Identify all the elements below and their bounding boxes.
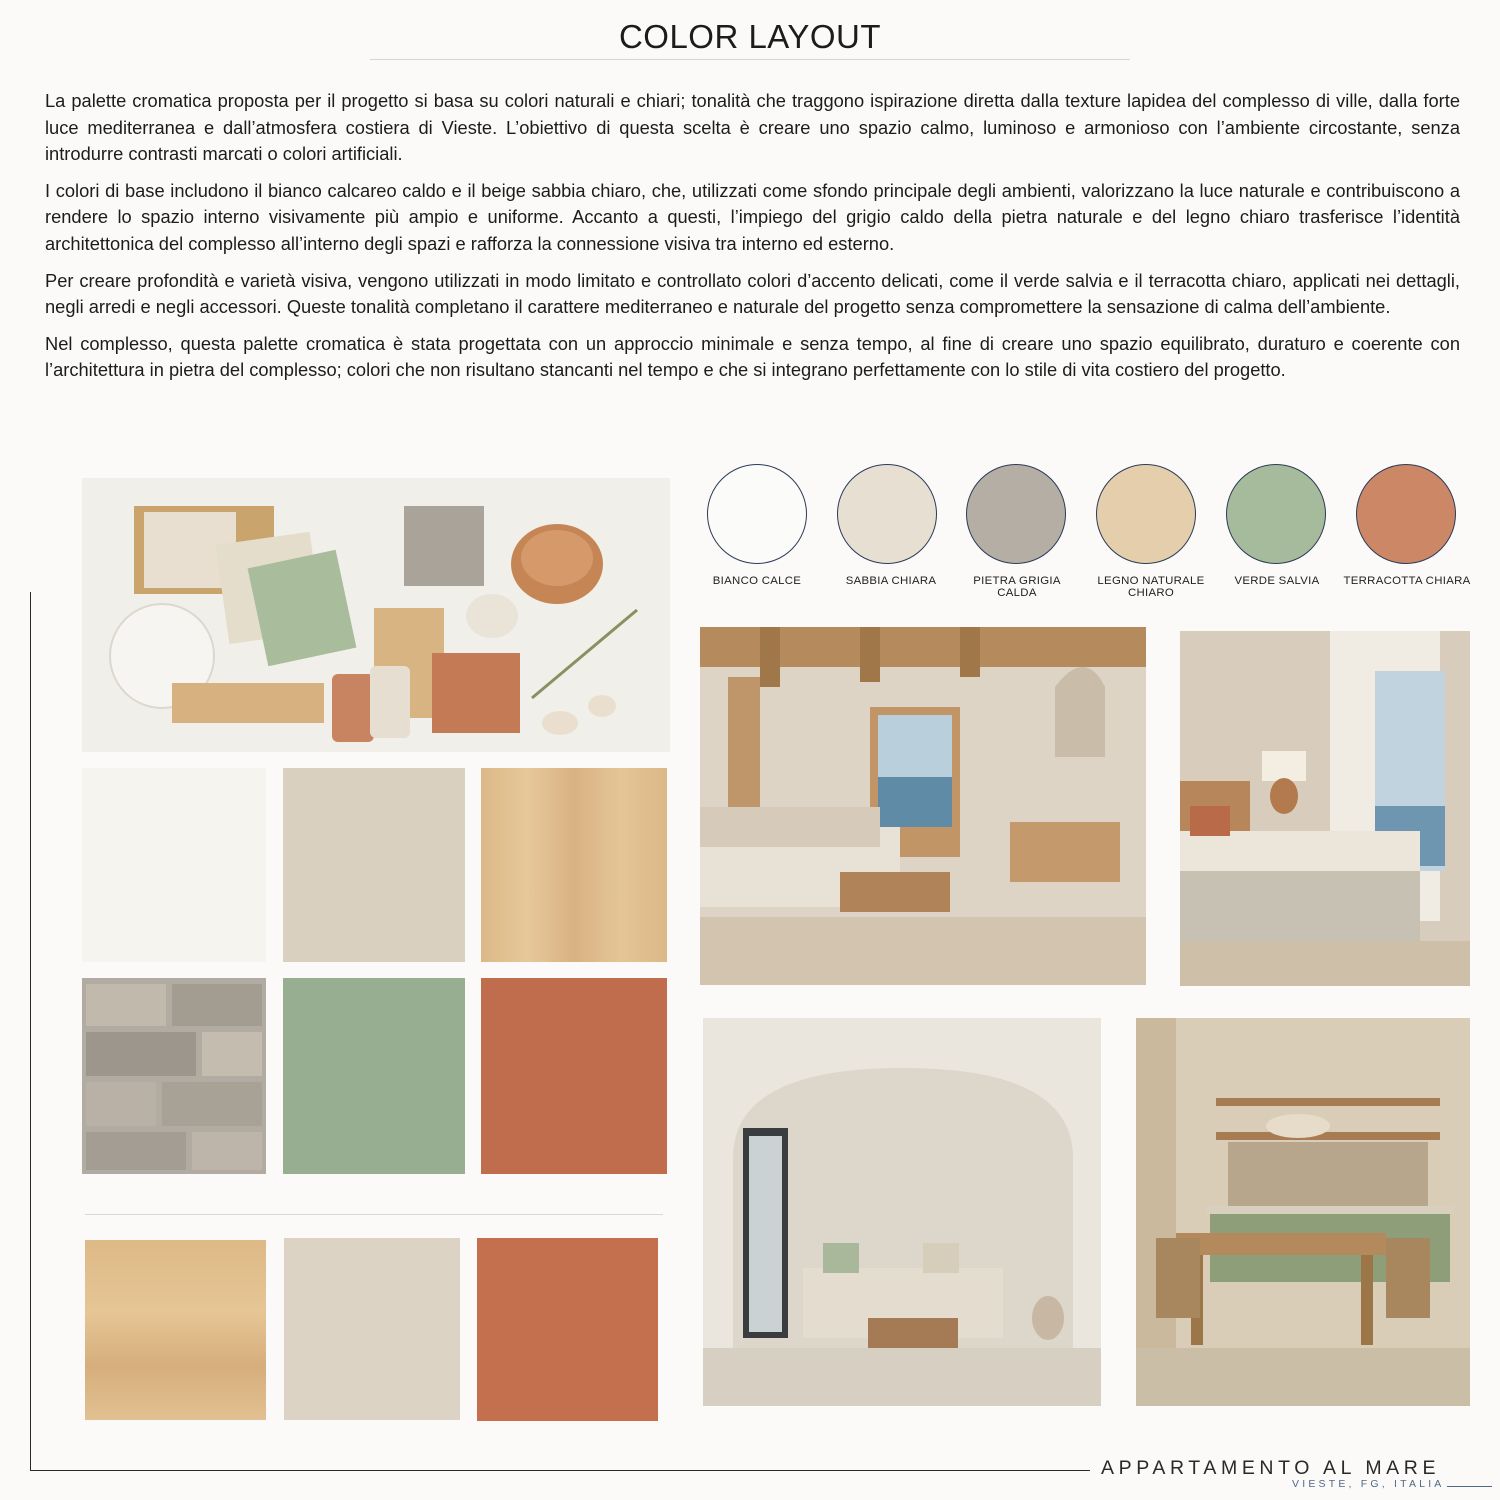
swatch-label-bianco-calce: BIANCO CALCE: [712, 575, 802, 587]
swatch-terracotta-chiara: [1356, 464, 1456, 564]
sample-terracotta: [481, 978, 667, 1174]
sample-natural-stone: [82, 978, 266, 1174]
frame-left-line: [30, 592, 31, 1471]
swatch-label-pietra-grigia-calda: PIETRA GRIGIA CALDA: [973, 575, 1061, 599]
intro-text: [45, 88, 1460, 394]
swatch-label-legno-naturale-chiaro: LEGNO NATURALE CHIARO: [1097, 575, 1205, 599]
intro-paragraph-4: Nel complesso, questa palette cromatica è stata progettata con un approccio minimale e senza tempo, al fine di creare uno spazio equilibrato, duraturo e coerente con l’architettura in pietra del complesso; colori che non risultano stancanti nel tempo e che si integrano perfettamente con lo stile di vita costiero del progetto.: [45, 332, 1460, 381]
samples-divider: [85, 1214, 663, 1215]
swatch-label-sabbia-chiara: SABBIA CHIARA: [845, 575, 937, 587]
intro-paragraph-2: I colori di base includono il bianco calcareo caldo e il beige sabbia chiaro, che, utilizzati come sfondo principale degli ambienti, valorizzano la luce naturale e contribuiscono a rendere lo spazio interno visivamente più ampio e uniforme. Accanto a questi, l’impiego del grigio caldo della pietra naturale e del legno chiaro trasferisce l’identità architettonica del complesso all’interno degli spazi e rafforza la connessione visiva tra interno ed esterno.: [45, 179, 1460, 254]
bedroom-render: [1180, 631, 1470, 986]
swatch-pietra-grigia-calda: [966, 464, 1066, 564]
swatch-legno-naturale-chiaro: [1096, 464, 1196, 564]
kitchen-dining-render: [1136, 1018, 1470, 1406]
swatch-verde-salvia: [1226, 464, 1326, 564]
swatch-bianco-calce: [707, 464, 807, 564]
title-underline: [370, 59, 1130, 60]
footer-location: VIESTE, FG, ITALIA: [1292, 1478, 1445, 1490]
sample-sand-linen: [283, 768, 465, 962]
sample-beige-fabric: [284, 1238, 460, 1420]
arched-living-render: [703, 1018, 1101, 1406]
sample-sage-green: [283, 978, 465, 1174]
page-title: COLOR LAYOUT: [618, 18, 882, 55]
sample-light-wood: [481, 768, 667, 962]
living-room-render: [700, 627, 1146, 985]
footer-project-title: APPARTAMENTO AL MARE: [1101, 1457, 1441, 1479]
materials-flatlay-photo: [82, 478, 670, 752]
intro-paragraph-1: La palette cromatica proposta per il progetto si basa su colori naturali e chiari; tonalità che traggono ispirazione diretta dalla texture lapidea del complesso di ville, dalla forte luce mediterranea e dall’atmosfera costiera di Vieste. L’obiettivo di questa scelta è creare uno spazio calmo, luminoso e armonioso con l’ambiente circostante, senza introdurre contrasti marcati o colori artificiali.: [45, 90, 1460, 165]
intro-paragraph-3: Per creare profondità e varietà visiva, vengono utilizzati in modo limitato e controllato colori d’accento delicati, come il verde salvia e il terracotta chiaro, applicati nei dettagli, negli arredi e negli accessori. Queste tonalità completano il carattere mediterraneo e naturale del progetto senza compromettere la sensazione di calma dell’ambiente.: [45, 269, 1460, 318]
footer-accent-line: [1447, 1486, 1492, 1487]
sample-white-plaster: [82, 768, 266, 962]
swatch-sabbia-chiara: [837, 464, 937, 564]
sample-oak-board: [85, 1240, 266, 1420]
sample-terracotta-tile: [477, 1238, 658, 1421]
swatch-label-terracotta-chiara: TERRACOTTA CHIARA: [1343, 575, 1471, 587]
frame-bottom-line: [30, 1470, 1090, 1471]
swatch-label-verde-salvia: VERDE SALVIA: [1234, 575, 1320, 587]
